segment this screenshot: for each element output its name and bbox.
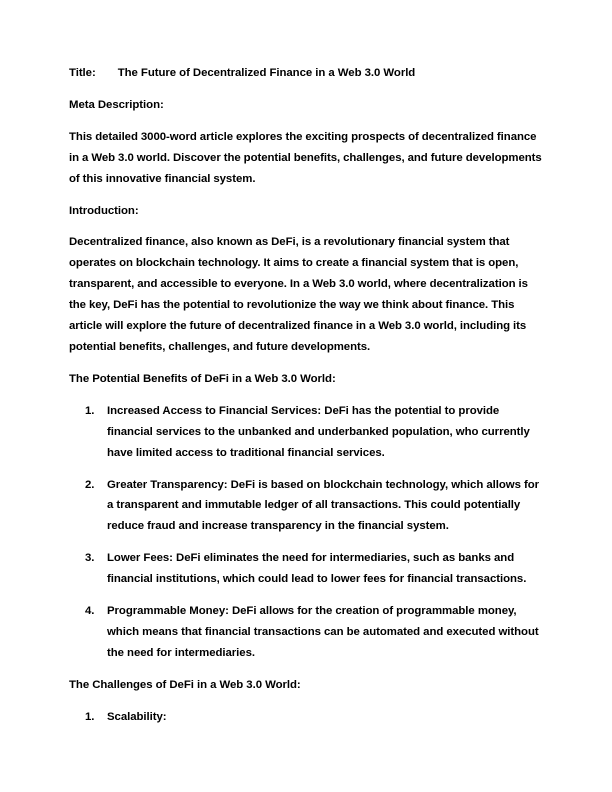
list-item-text: Increased Access to Financial Services: DeFi has the potential to provide financial services to the unbanked and underbanked population, who currently have limited access to traditional financial services. — [107, 404, 530, 459]
introduction-body: Decentralized finance, also known as DeFi, is a revolutionary financial system that operates on blockchain technology. It aims to create a financial system that is open, transparent, and accessible to everyone. In a Web 3.0 world, where decentralization is the key, DeFi has the potential to revolutionize the way we think about finance. This article will explore the future of decentralized finance in a Web 3.0 world, including its potential benefits, challenges, and future developments. — [69, 236, 528, 353]
list-item — [69, 548, 546, 590]
list-item-text: Lower Fees: DeFi eliminates the need for intermediaries, such as banks and financial institutions, which could lead to lower fees for financial transactions. — [107, 552, 527, 586]
list-item-marker: 1. — [85, 404, 95, 417]
list-item — [69, 475, 546, 538]
meta-description-heading: Meta Description: — [69, 98, 164, 111]
document-title-line — [69, 63, 546, 84]
meta-description-body: This detailed 3000-word article explores the exciting prospects of decentralized finance in a Web 3.0 world. Discover the potential benefits, challenges, and future developments of this innovative financial system. — [69, 130, 542, 185]
list-item-marker: 1. — [85, 710, 95, 723]
list-item-marker: 4. — [85, 605, 95, 618]
list-item-text: Greater Transparency: DeFi is based on blockchain technology, which allows for a transparent and immutable ledger of all transactions. This could potentially reduce fraud and increase transparency in the financial system. — [107, 478, 540, 533]
introduction-heading: Introduction: — [69, 204, 139, 217]
benefits-list — [69, 401, 546, 664]
document-title: The Future of Decentralized Finance in a Web 3.0 World — [117, 67, 416, 79]
list-item-text: Scalability: — [107, 710, 167, 723]
list-item — [69, 601, 546, 664]
benefits-heading: The Potential Benefits of DeFi in a Web 3.0 World: — [69, 372, 336, 385]
list-item — [69, 401, 546, 464]
challenges-list — [69, 707, 546, 728]
title-label: Title: — [69, 67, 96, 79]
document-body — [69, 63, 546, 739]
list-item-marker: 2. — [85, 478, 95, 491]
list-item — [69, 707, 546, 728]
list-item-text: Programmable Money: DeFi allows for the creation of programmable money, which means that financial transactions can be automated and executed without the need for intermediaries. — [107, 605, 539, 659]
list-item-marker: 3. — [85, 552, 95, 565]
challenges-heading: The Challenges of DeFi in a Web 3.0 World: — [69, 678, 301, 691]
